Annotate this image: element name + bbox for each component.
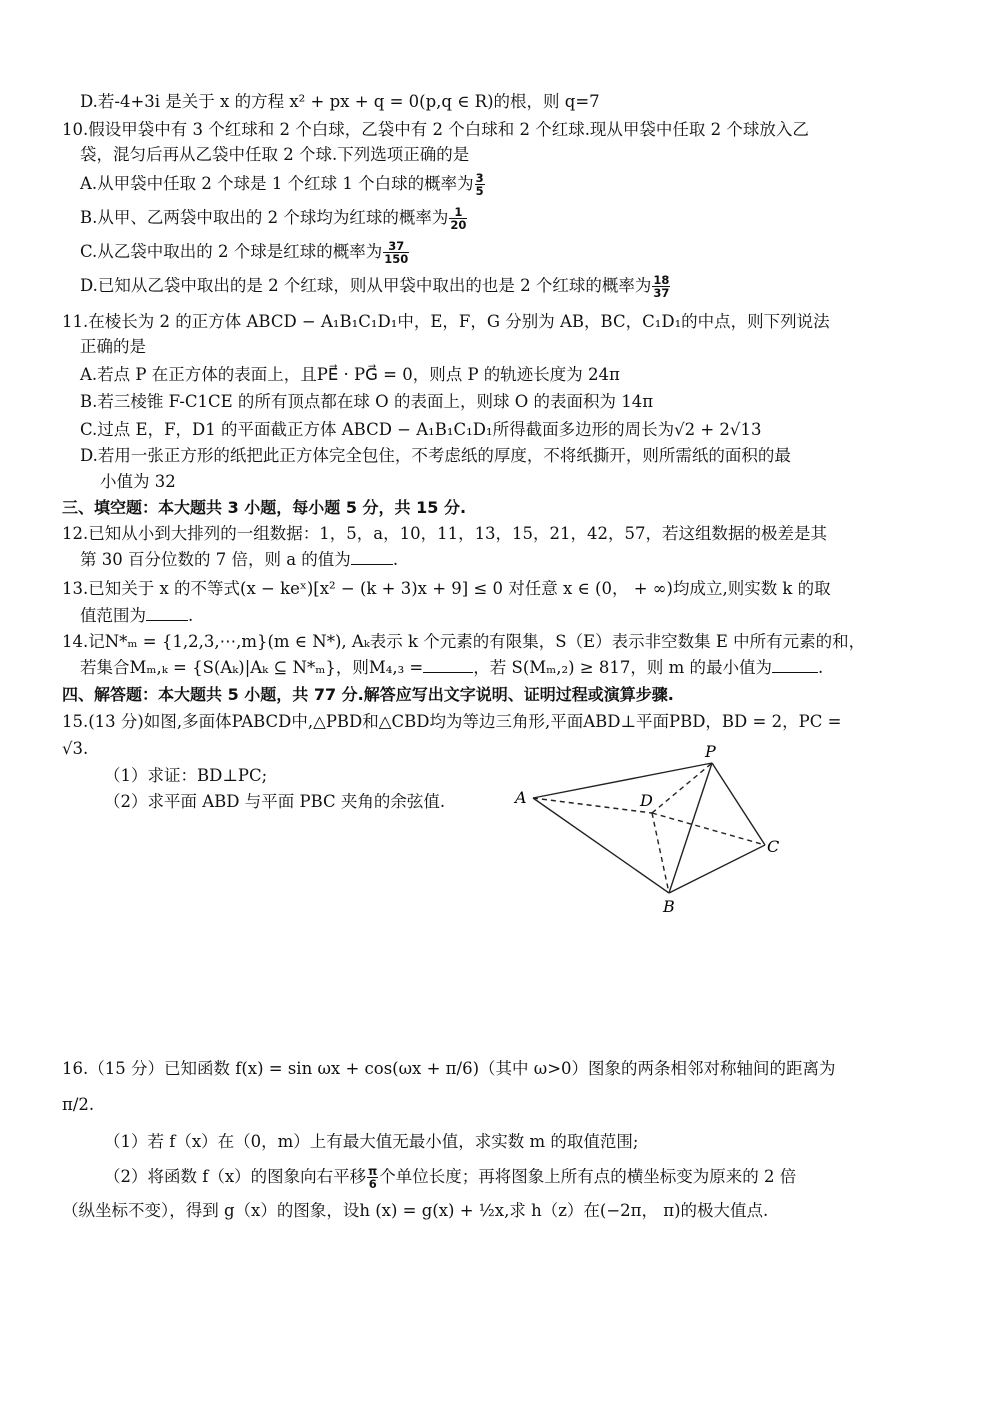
- q16-line2: π/2.: [62, 1095, 95, 1114]
- q13-line1: 13.已知关于 x 的不等式(x − keˣ)[x² − (k + 3)x + 9] ≤ 0 对任意 x ∈ (0， + ∞)均成立,则实数 k 的取: [62, 579, 831, 598]
- label-a: A: [515, 788, 527, 807]
- label-p: P: [705, 742, 716, 761]
- edge-ab: [533, 798, 669, 893]
- section-3-heading: 三、填空题：本大题共 3 小题，每小题 5 分，共 15 分.: [62, 498, 467, 517]
- q11-option-d-line2: 小值为 32: [100, 472, 176, 491]
- edge-pc: [712, 763, 765, 845]
- q11-option-b: B.若三棱锥 F-C1CE 的所有顶点都在球 O 的表面上，则球 O 的表面积为 14π: [80, 392, 654, 411]
- q15-part2: （2）求平面 ABD 与平面 PBC 夹角的余弦值.: [104, 792, 446, 811]
- label-b: B: [663, 897, 675, 916]
- q10-option-a-fraction: $\frac{3}{5}$: [475, 171, 484, 198]
- section-4-heading: 四、解答题：本大题共 5 小题，共 77 分.解答应写出文字说明、证明过程或演算步骤.: [62, 685, 674, 704]
- q14-line2-part1: 若集合Mₘ,ₖ = {S(Aₖ)|Aₖ ⊆ N*ₘ}，则M₄,₃ =: [80, 658, 424, 677]
- q15-part1: （1）求证：BD⊥PC;: [104, 766, 268, 785]
- q14-line2-part2: ，若 S(Mₘ,₂) ≥ 817，则 m 的最小值为: [473, 658, 773, 677]
- q10-option-c-text: C.从乙袋中取出的 2 个球是红球的概率为: [80, 242, 383, 261]
- q10-option-d-text: D.已知从乙袋中取出的是 2 个红球，则从甲袋中取出的也是 2 个红球的概率为: [80, 276, 652, 295]
- q10-option-b-fraction: $\frac{1}{20}$: [450, 205, 467, 232]
- q16-line1: 16.（15 分）已知函数 f(x) = sin ωx + cos(ωx + π/6)（其中 ω>0）图象的两条相邻对称轴间的距离为: [62, 1059, 836, 1078]
- label-c: C: [767, 837, 780, 856]
- q10-option-a-text: A.从甲袋中任取 2 个球是 1 个红球 1 个白球的概率为: [80, 174, 474, 193]
- answer-blank: [351, 548, 393, 565]
- q13-line2-text: 值范围为: [80, 606, 146, 625]
- q15-line1: 15.(13 分)如图,多面体PABCD中,△PBD和△CBD均为等边三角形,平面ABD⊥平面PBD，BD = 2，PC =: [62, 712, 842, 731]
- q10-option-c: [80, 240, 410, 265]
- q10-option-a: [80, 172, 486, 197]
- q11-option-d-line1: D.若用一张正方形的纸把此正方体完全包住，不考虑纸的厚度，不将纸撕开，则所需纸的面积的最: [80, 446, 791, 465]
- answer-blank: [772, 656, 818, 673]
- answer-blank: [423, 656, 473, 673]
- q10-option-b-text: B.从甲、乙两袋中取出的 2 个球均为红球的概率为: [80, 208, 449, 227]
- q16-part2-text-a: （2）将函数 f（x）的图象向右平移: [104, 1167, 367, 1186]
- q10-stem-line2: 袋，混匀后再从乙袋中任取 2 个球.下列选项正确的是: [80, 145, 470, 164]
- q10-option-c-fraction: $\frac{37}{150}$: [384, 239, 409, 266]
- q12-line1: 12.已知从小到大排列的一组数据：1，5，a，10，11，13，15，21，42，57，若这组数据的极差是其: [62, 524, 828, 543]
- q11-stem-line2: 正确的是: [80, 337, 146, 356]
- q14-line1: 14.记N*ₘ = {1,2,3,⋯,m}(m ∈ N*), Aₖ表示 k 个元素的有限集，S（E）表示非空数集 E 中所有元素的和，: [62, 632, 866, 651]
- polyhedron-figure: [505, 740, 795, 920]
- q13-line2: 值范围为 .: [80, 606, 194, 625]
- q14-line2: 若集合Mₘ,ₖ = {S(Aₖ)|Aₖ ⊆ N*ₘ}，则M₄,₃ = ，若 S(Mₘ,₂) ≥ 817，则 m 的最小值为 .: [80, 658, 824, 677]
- q11-stem-line1: 11.在棱长为 2 的正方体 ABCD − A₁B₁C₁D₁中，E，F，G 分别为 AB，BC，C₁D₁的中点，则下列说法: [62, 312, 830, 331]
- label-d: D: [640, 791, 653, 810]
- q12-line2-text: 第 30 百分位数的 7 倍，则 a 的值为: [80, 550, 351, 569]
- q11-option-c: C.过点 E，F，D1 的平面截正方体 ABCD − A₁B₁C₁D₁所得截面多边形的周长为√2 + 2√13: [80, 420, 762, 439]
- q9-option-d: D.若-4+3i 是关于 x 的方程 x² + px + q = 0(p,q ∈ R)的根，则 q=7: [80, 92, 600, 111]
- answer-blank: [146, 604, 188, 621]
- q12-line2: 第 30 百分位数的 7 倍，则 a 的值为 .: [80, 550, 399, 569]
- edge-db: [652, 813, 669, 893]
- q10-option-d: [80, 274, 671, 299]
- q16-part1: （1）若 f（x）在（0，m）上有最大值无最小值，求实数 m 的取值范围;: [104, 1132, 639, 1151]
- q15-line2: √3.: [62, 739, 89, 758]
- q10-option-b: [80, 206, 468, 231]
- q11-option-a: A.若点 P 在正方体的表面上，且PE⃗ · PG⃗ = 0，则点 P 的轨迹长度为 24π: [80, 365, 620, 384]
- edge-ap: [533, 763, 712, 798]
- edge-bc: [669, 845, 765, 893]
- q16-part2-text-b: 个单位长度；再将图象上所有点的横坐标变为原来的 2 倍: [379, 1167, 797, 1186]
- q16-part2-line2: （纵坐标不变），得到 g（x）的图象，设h (x) = g(x) + ½x,求 h（z）在(−2π， π)的极大值点.: [62, 1201, 769, 1220]
- q16-shift-fraction: $\frac{\pi}{6}$: [368, 1164, 378, 1191]
- q10-option-d-fraction: $\frac{18}{37}$: [653, 273, 670, 300]
- q10-stem-line1: 10.假设甲袋中有 3 个红球和 2 个白球，乙袋中有 2 个白球和 2 个红球.现从甲袋中任取 2 个球放入乙: [62, 120, 809, 139]
- q16-part2-line1: [104, 1165, 796, 1190]
